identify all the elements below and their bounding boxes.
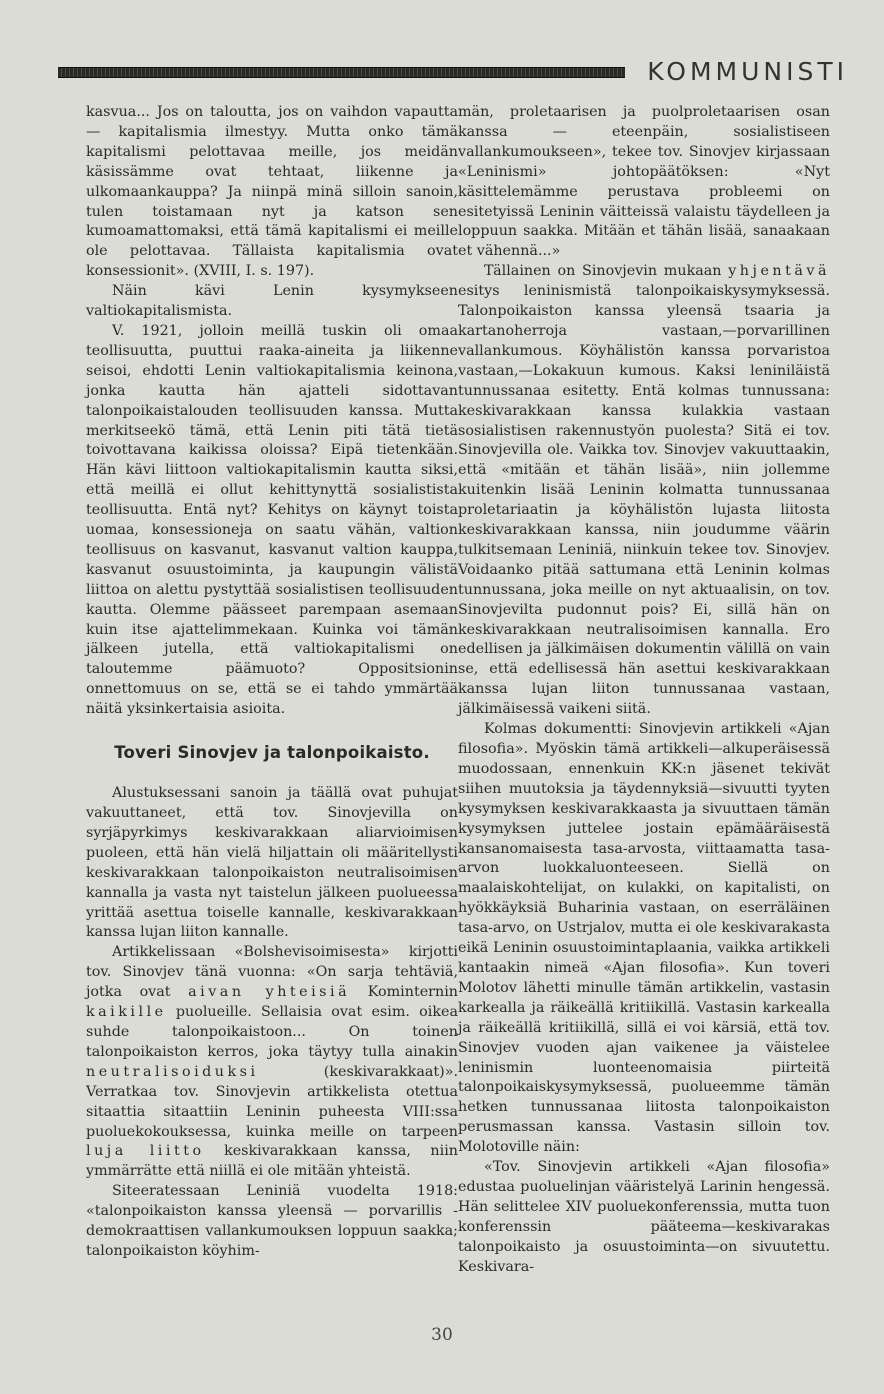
paragraph: Kolmas dokumentti: Sinovjevin artikkeli «Ajan filosofia». Myöskin tämä artikkeli—alkuperäisessä muodossaan, ennenkuin KK:n jäsenet tekivät siihen muutoksia ja täydennyksiä—sivuutti tyyten kysymyksen keskivarakkaasta ja sivuuttaen tämän kysymyksen juttelee jostain epämääräisestä kansanomaisesta tasa-arvosta, viittaamatta tasa-arvon luokkaluonteeseen. Siellä on maalaiskohtelijat, on kulakki, on kapitalisti, on hyökkäyksiä Buharinia vastaan, on eserräläinen tasa-arvo, on Ustrjalov, mutta ei ole keskivarakasta eikä Leninin osuustoimintaplaania, vaikka artikkeli kantaakin nimeä «Ajan filosofia». Kun toveri Molotov lähetti minulle tämän artikkelin, vastasin karkealla ja räikeällä kritiikillä. Vastasin karkealla ja räikeällä kritiikillä, sillä ei voi kärsiä, että tov. Sinovjev vuoden ajan vaikenee ja väistelee leninismin luonteenomaisia piirteitä talonpoikaiskysymyksessä, puolueemme tämän hetken tunnussanaa liitosta talonpoikaiston perusmassan kanssa. Vastasin silloin tov. Molotoville näin: xyxy=(458,721,830,1156)
emphasized-text: kaikille xyxy=(86,1004,167,1021)
left-column xyxy=(86,103,458,1262)
emphasized-text: neutralisoiduksi xyxy=(86,1063,259,1080)
text-run: keskivarakkaan kanssa, niin ymmärrätte että niillä ei ole mitään yhteistä. xyxy=(86,1143,458,1180)
text-run: Artikkelissaan «Bolshevisoimisesta» kirjotti tov. Sinovjev tänä vuonna: «On sarja tehtäviä, jotka ovat xyxy=(86,944,458,1001)
page-header xyxy=(58,50,848,90)
emphasized-text: yhjentävä xyxy=(728,263,830,280)
header-rule xyxy=(58,67,625,78)
text-run: puolueille. Sellaisia ovat esim. oikea suhde talonpoikaistoon... On toinen talonpoikaiston kerros, joka täytyy tulla ainakin xyxy=(86,1004,459,1060)
text-run: (keskivarakkaat)». Verratkaa tov. Sinovjevin artikkelista otettua sitaattia sitaattiin Leninin puheesta VIII:ssa puoluekokouksessa, kuinka meille on tarpeen xyxy=(86,1063,458,1140)
paragraph: Alustuksessani sanoin ja täällä ovat puhujat vakuuttaneet, että tov. Sinovjevilla on syrjäpyrkimys keskivarakkaan aliarvioimisen puoleen, että hän vielä hiljattain oli määritellysti keskivarakkaan talonpoikaiston neutralisoimisen kannalla ja vasta nyt taistelun jälkeen puolueessa yrittää asettua toiselle kannalle, keskivarakkaan kanssa lujan liiton kannalle. xyxy=(86,785,458,941)
paragraph: kasvua... Jos on taloutta, jos on vaihdon vapautta — kapitalismia ilmestyy. Mutta onko tämä kapitalismi pelottavaa meille, jos meidän käsissämme ovat tehtaat, liikenne ja ulkomaankauppa? Ja niinpä minä silloin sanoin, tulen toistamaan nyt ja katson sen kumoamattomaksi, että tämä kapitalismi ei meille ole pelottavaa. Tällaista kapitalismia ovat konsessionit». (XVIII, I. s. 197). xyxy=(86,104,458,280)
paragraph xyxy=(458,262,830,720)
text-run: Kominternin xyxy=(367,984,458,1001)
running-head: KOMMUNISTI xyxy=(647,57,848,86)
paragraph: Näin kävi Lenin kysymykseen valtiokapitalismista. xyxy=(86,283,458,320)
emphasized-text: luja liitto xyxy=(86,1143,205,1160)
paragraph: V. 1921, jolloin meillä tuskin oli omaa teollisuutta, puuttui raaka-aineita ja liikenne seisoi, ehdotti Lenin valtiokapitalismia keinona, jonka kautta hän ajatteli sidottavan talonpoikaistalouden teollisuuden kanssa. Mutta merkitseekö tämä, että Lenin piti tätä tietä toivottavana kaikissa oloissa? Eipä tietenkään. Hän kävi liittoon valtiokapitalismin kautta siksi, että meillä ei ollut kehittynyttä sosialistista teollisuutta. Entä nyt? Kehitys on käynyt toista uomaa, konsessioneja on saatu vähän, valtion teollisuus on kasvanut, kasvanut valtion kauppa, kasvanut osuustoiminta, ja kaupungin välistä liittoa on alettu pystyttää sosialistisen teollisuuden kautta. Olemme päässeet parempaan asemaan kuin itse ajattelimmekaan. Kuinka voi tämän jälkeen jutella, että valtiokapitalismi on taloutemme päämuoto? Oppositsionin onnettomuus on se, että se ei tahdo ymmärtää näitä yksinkertaisia asioita. xyxy=(86,322,458,718)
paragraph: män, proletaarisen ja puolproletaarisen osan kanssa — eteenpäin, sosialistiseen vallankumoukseen», tekee tov. Sinovjev kirjassaan «Leninismi» johtopäätöksen: «Nyt käsittelemämme perustava probleemi on esitetyissä Leninin väitteissä valaistu täydelleen ja loppuun saakka. Mitään et tähän lisää, sanaakaan et vähennä...» xyxy=(458,104,830,260)
text-run: esitys leninismistä talonpoikaiskysymyksessä. Talonpoikaiston kanssa yleensä tsaaria ja kartanoherroja vastaan,—porvarillinen vallankumous. Köyhälistön kanssa porvaristoa vastaan,—Lokakuun kumous. Kaksi leniniläistä tunnussanaa esitetty. Entä kolmas tunnussana: keskivarakkaan kanssa kulakkia vastaan sosialistisen rakennustyön puolesta? Sitä ei tov. Sinovjevilla ole. Vaikka tov. Sinovjev vakuuttaakin, että «mitään et tähän lisää», niin jollemme kuitenkin lisää Leninin kolmatta tunnussanaa proletariaatin ja köyhälistön lujasta liitosta keskivarakkaan kanssa, niin joudumme väärin tulkitsemaan Leniniä, niinkuin tekee tov. Sinovjev. Voidaanko pitää sattumana että Leninin kolmas tunnussana, joka meille on nyt aktuaalisin, on tov. Sinovjevilta pudonnut pois? Ei, sillä hän on keskivarakkaan neutralisoimisen kannalla. Ero edellisen ja jälkimäisen dokumentin välillä on vain se, että edellisessä hän asettui keskivarakkaan kanssa lujan liiton tunnussanaa vastaan, jälkimäisessä vaikeni siitä. xyxy=(458,283,830,718)
paragraph: «Tov. Sinovjevin artikkeli «Ajan filosofia» edustaa puoluelinjan vääristelyä Larinin hengessä. Hän selittelee XIV puoluekonferenssia, mutta tuon konferenssin pääteema—keskivarakas talonpoikaisto ja osuustoiminta—on sivuutettu. Keskivara- xyxy=(458,1159,830,1275)
right-column xyxy=(458,103,830,1277)
text-run: Tällainen on Sinovjevin mukaan xyxy=(484,263,722,280)
section-heading: Toveri Sinovjev ja talonpoikaisto. xyxy=(114,743,430,763)
paragraph xyxy=(86,943,458,1182)
paragraph: Siteeratessaan Leniniä vuodelta 1918: «talonpoikaiston kanssa yleensä — porvarillis - demokraattisen vallankumouksen loppuun saakka; talonpoikaiston köyhim- xyxy=(86,1183,458,1259)
emphasized-text: aivan yhteisiä xyxy=(188,984,351,1001)
page-number: 30 xyxy=(431,1325,453,1345)
